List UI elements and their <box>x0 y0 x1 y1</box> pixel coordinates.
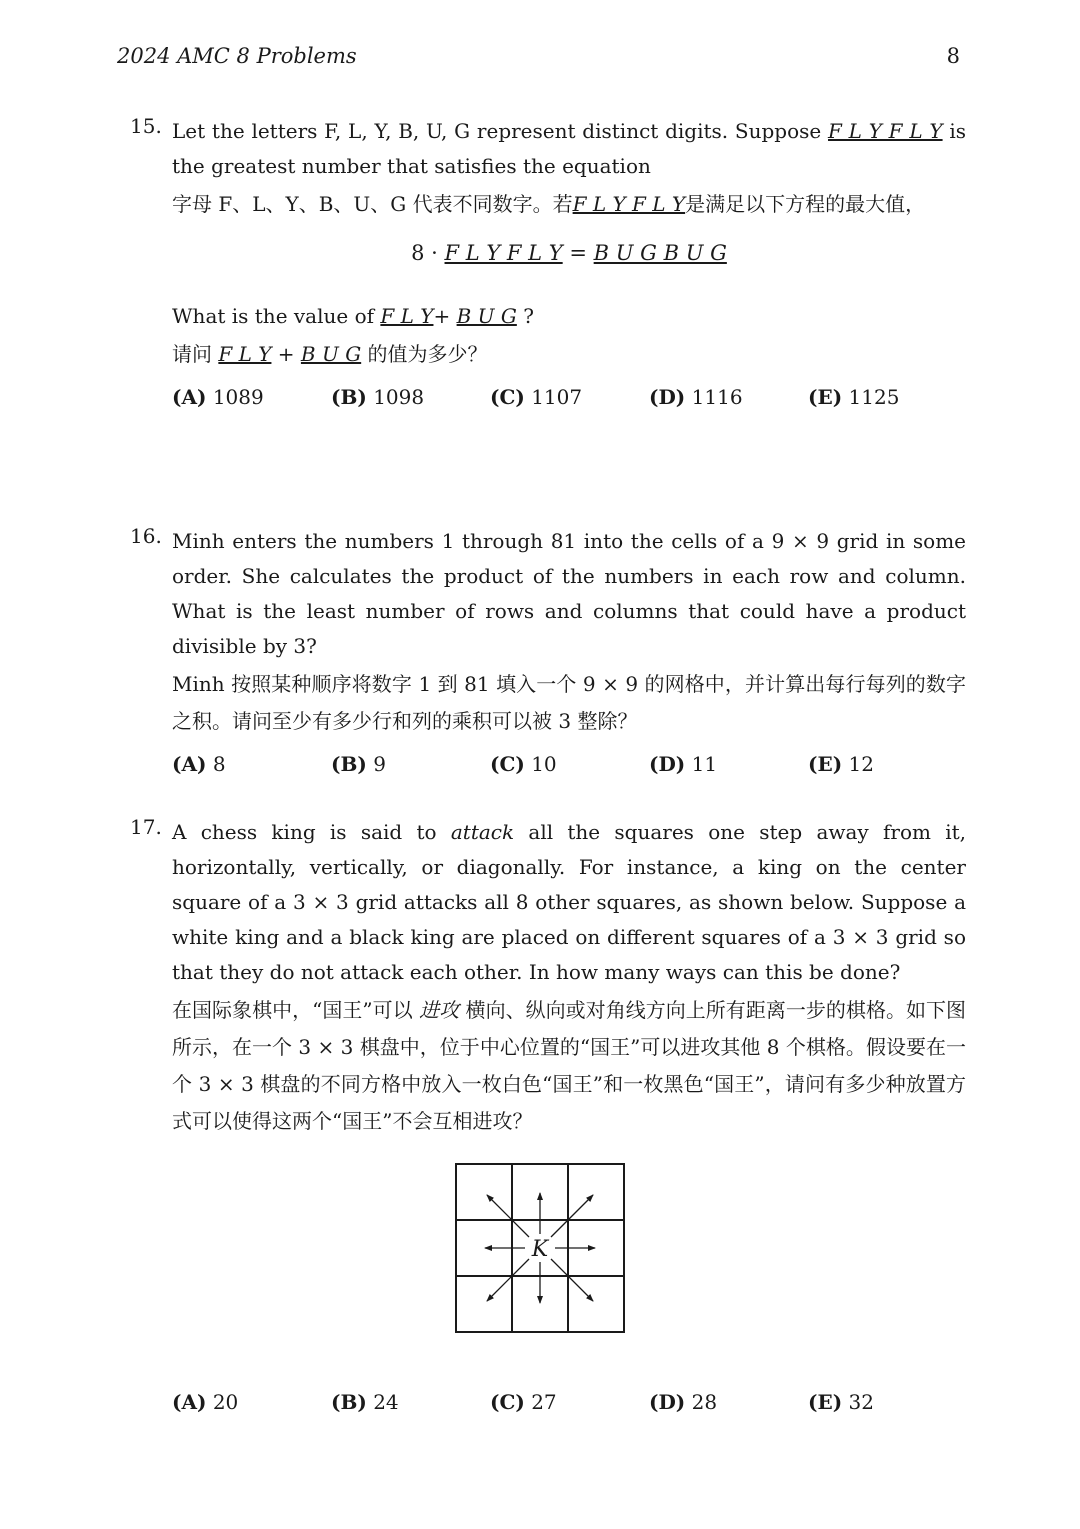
king-attack-diagram <box>455 1163 627 1335</box>
text: 在国际象棋中，“国王”可以 <box>172 998 413 1022</box>
choice-d[interactable]: (D) 1116 <box>649 385 743 409</box>
attack-term: 进攻 <box>419 998 460 1022</box>
header-title: 2024 AMC 8 Problems <box>117 44 357 68</box>
problem-number: 15. <box>130 114 162 138</box>
arrow-up-left-icon <box>487 1195 529 1237</box>
number-word: F L Y F L Y <box>828 119 943 143</box>
page-number: 8 <box>946 44 960 68</box>
arrow-down-left-icon <box>487 1259 529 1301</box>
problem-text-cn: Minh 按照某种顺序将数字 1 到 81 填入一个 9 × 9 的网格中，并计算出每行每列的数字之积。请问至少有多少行和列的乘积可以被 3 整除？ <box>172 672 966 733</box>
term-b: B U G <box>456 304 517 328</box>
problem-number: 16. <box>130 524 162 548</box>
term-a: F L Y <box>218 342 272 366</box>
term-a: F L Y <box>380 304 434 328</box>
plus: + <box>277 342 295 366</box>
arrow-up-right-icon <box>551 1195 593 1237</box>
text: 请问 <box>172 342 212 366</box>
answer-choices <box>172 385 966 419</box>
text: ? <box>523 304 534 328</box>
choice-d[interactable]: (D) 28 <box>649 1390 718 1414</box>
problem-17-choices <box>130 1390 966 1424</box>
choice-c[interactable]: (C) 10 <box>490 752 557 776</box>
choice-c[interactable]: (C) 1107 <box>490 385 583 409</box>
problem-text-cn <box>172 992 966 1140</box>
attack-term: attack <box>450 820 515 844</box>
choice-b[interactable]: (B) 1098 <box>331 385 425 409</box>
arrow-down-right-icon <box>551 1259 593 1301</box>
text: What is the value of <box>172 304 375 328</box>
choice-a[interactable]: (A) 1089 <box>172 385 264 409</box>
text: all the squares one step away from it, horizontally, vertically, or diagonally. For instance, a king on the center square of a 3 × 3 grid attacks all 8 other squares, as shown below. Suppose a white king and a black king are placed on different squares of a 3 × 3 grid so that they do not attack each other. In how many ways can this be done? <box>172 820 967 984</box>
choice-b[interactable]: (B) 24 <box>331 1390 399 1414</box>
problem-text-en: Minh enters the numbers 1 through 81 into the cells of a 9 × 9 grid in some order. She calculates the product of the numbers in each row and column. What is the least number of rows and columns that could have a product divisible by 3? <box>172 529 966 658</box>
term-b: B U G <box>300 342 362 366</box>
text: 是满足以下方程的最大值， <box>685 192 926 216</box>
choice-e[interactable]: (E) 32 <box>808 1390 874 1414</box>
answer-choices <box>172 752 966 786</box>
plus: + <box>433 304 451 328</box>
choice-c[interactable]: (C) 27 <box>490 1390 557 1414</box>
choice-b[interactable]: (B) 9 <box>331 752 386 776</box>
problem-15 <box>130 114 966 419</box>
choice-a[interactable]: (A) 8 <box>172 752 226 776</box>
problem-text-cn <box>172 186 966 223</box>
page-header <box>117 44 960 74</box>
problem-17 <box>130 815 966 1140</box>
text: 横向、纵向或对角线方向上所有距离一步的棋格。如下图所示，在一个 3 × 3 棋盘中，位于中心位置的“国王”可以进攻其他 8 个棋格。假设要在一个 3 × 3 棋盘的不同方格中放入一枚白色“国王”和一枚黑色“国王”，请问有多少种放置方式可以使得这两个“国王”不会互相进攻？ <box>172 998 967 1133</box>
text: is the greatest number that satisfies the equation <box>172 119 967 178</box>
text: A chess king is said to <box>172 820 437 844</box>
eq-sign: = <box>569 241 587 265</box>
eq-prefix: 8 · <box>411 241 438 265</box>
eq-left: F L Y F L Y <box>444 241 563 265</box>
number-word: F L Y F L Y <box>572 192 686 216</box>
choice-e[interactable]: (E) 12 <box>808 752 874 776</box>
text: Let the letters F, L, Y, B, U, G represent distinct digits. Suppose <box>172 119 822 143</box>
choice-d[interactable]: (D) 11 <box>649 752 718 776</box>
problem-16 <box>130 524 966 786</box>
answer-choices <box>172 1390 966 1424</box>
question-en <box>172 299 966 334</box>
problem-text-en <box>172 114 966 184</box>
problem-number: 17. <box>130 815 162 839</box>
question-cn <box>172 336 966 373</box>
equation <box>172 233 966 273</box>
text: 字母 F、L、Y、B、U、G 代表不同数字。若 <box>172 192 573 216</box>
choice-e[interactable]: (E) 1125 <box>808 385 900 409</box>
eq-right: B U G B U G <box>593 241 727 265</box>
choice-a[interactable]: (A) 20 <box>172 1390 239 1414</box>
text: 的值为多少？ <box>367 342 488 366</box>
king-label: K <box>531 1237 549 1262</box>
problem-text-en <box>172 815 966 990</box>
